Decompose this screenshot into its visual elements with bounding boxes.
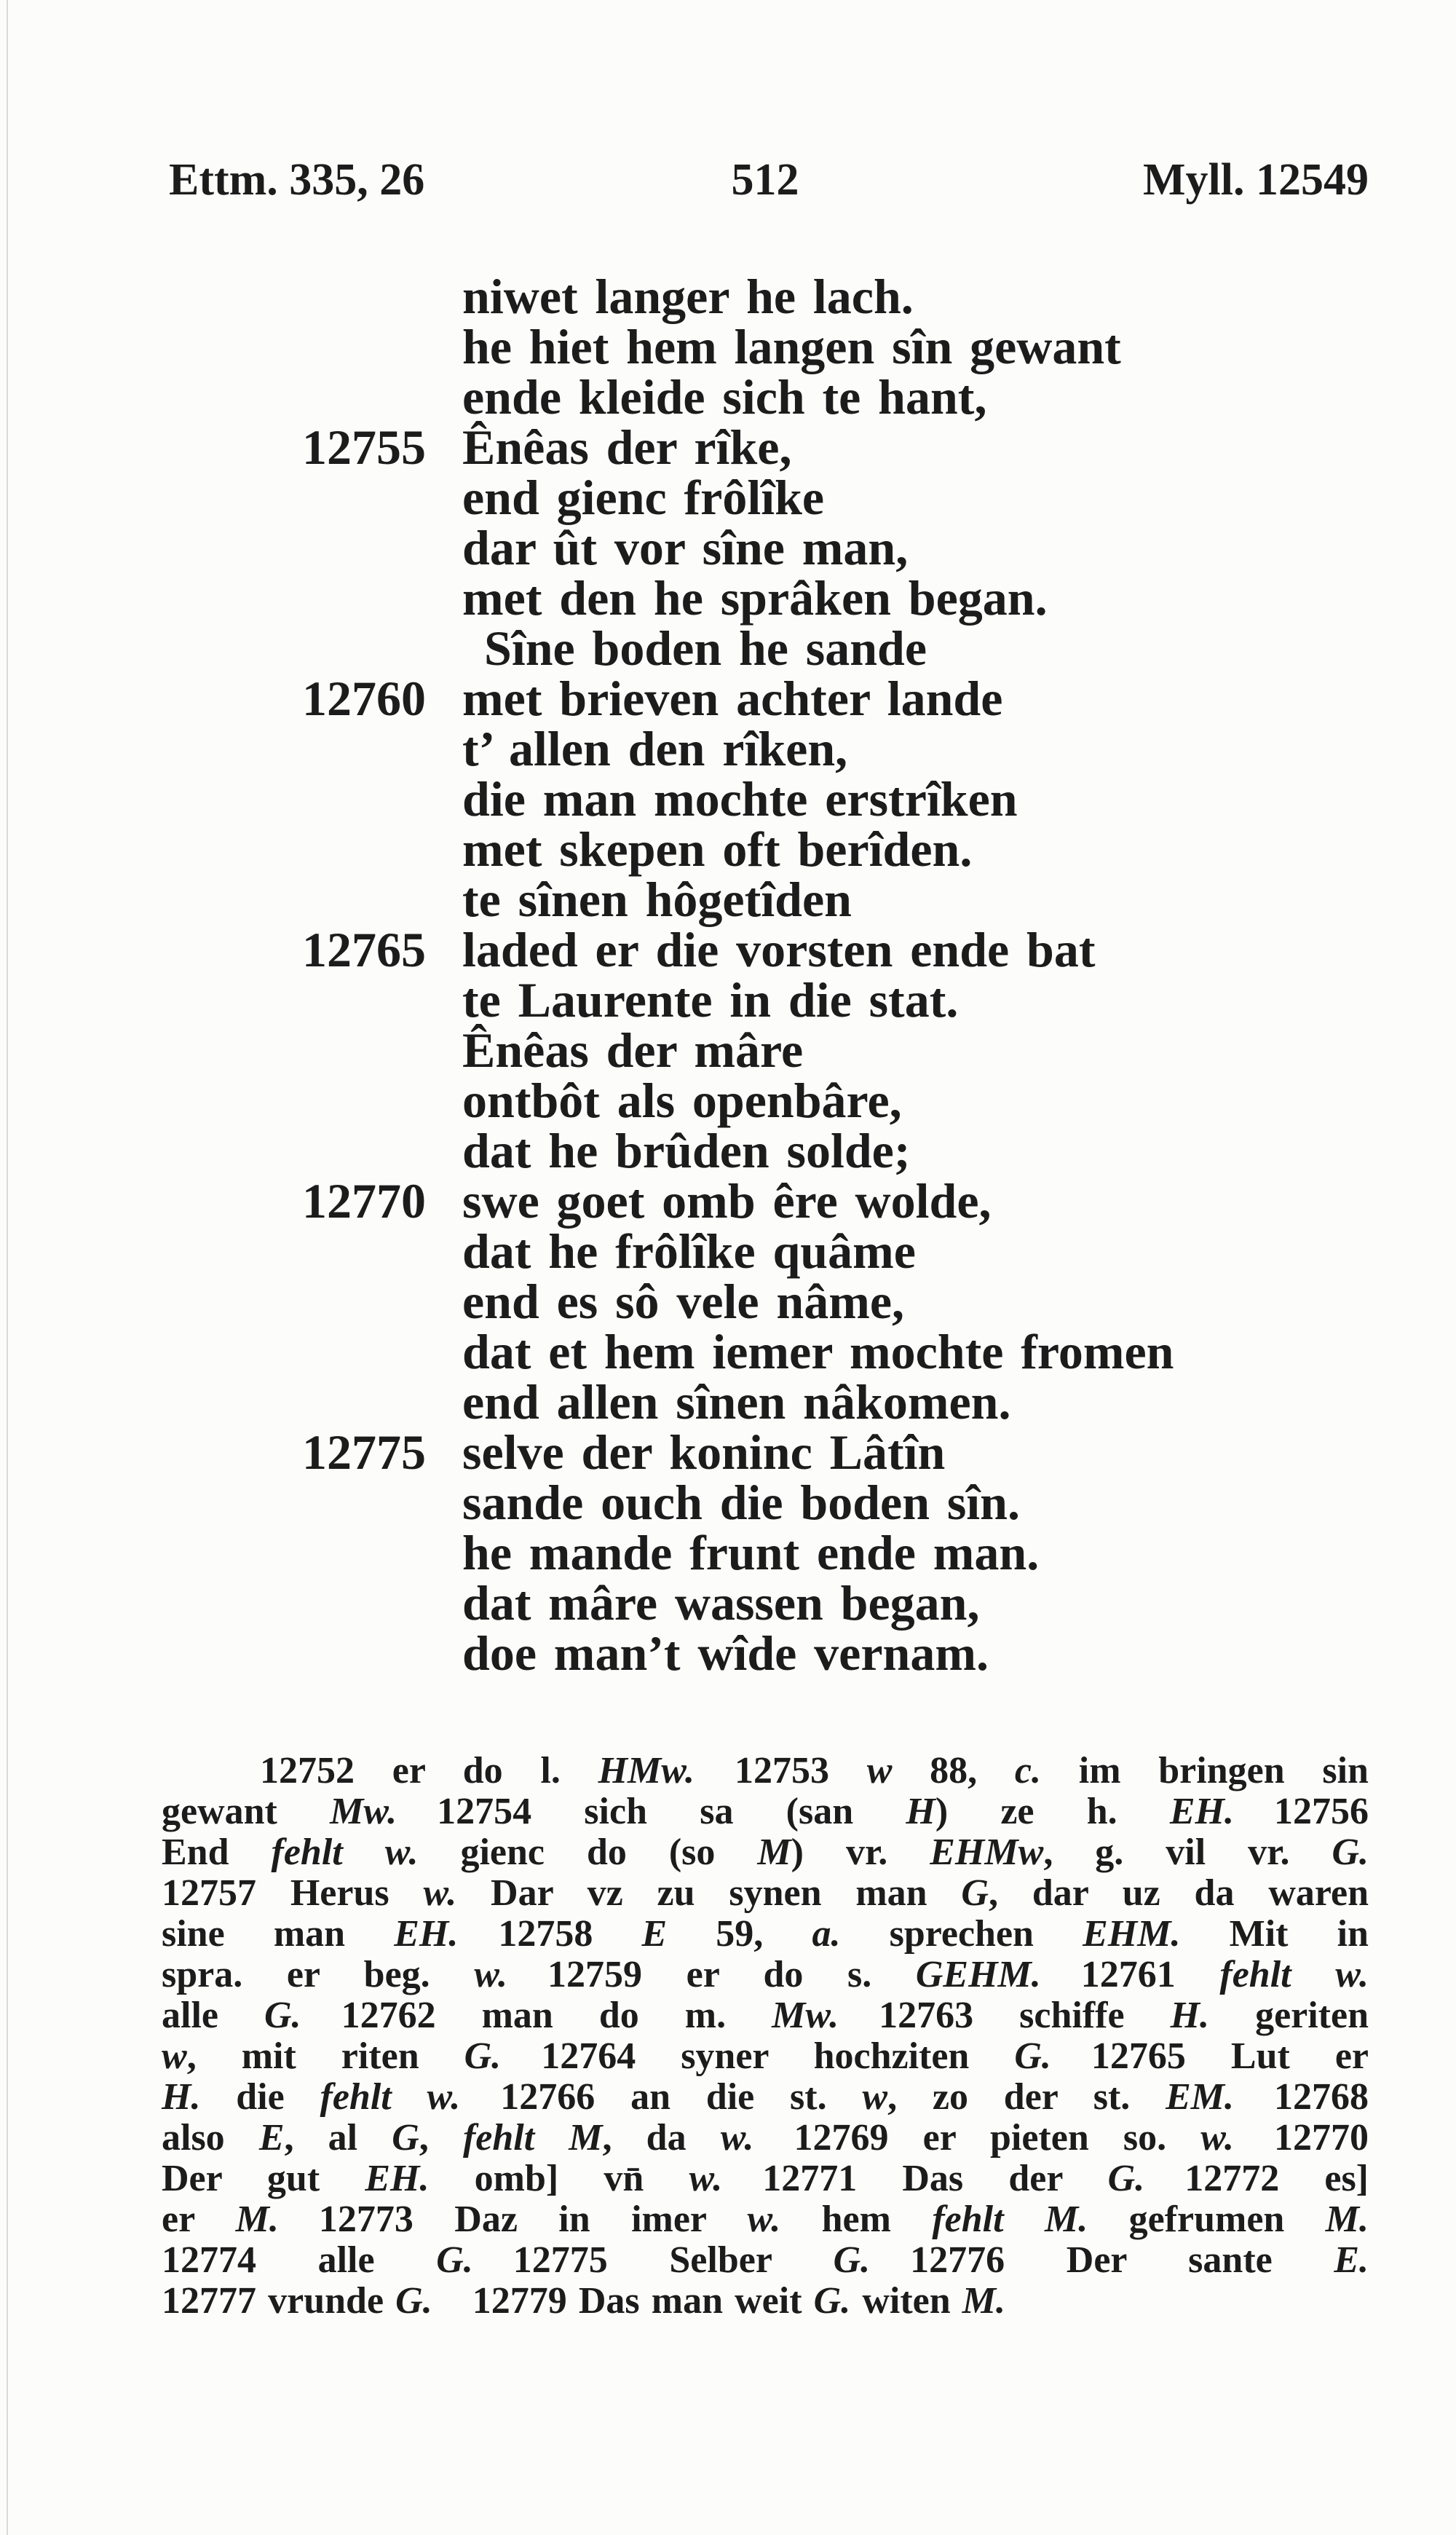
apparatus-text bbox=[392, 2076, 427, 2118]
apparatus-line bbox=[162, 1832, 1369, 1873]
apparatus-text: 12772 es] bbox=[1184, 2158, 1369, 2199]
verse-line-text: Ênêas der mâre bbox=[462, 1022, 804, 1078]
apparatus-text: 88, bbox=[892, 1750, 1015, 1791]
verse-line-text: end gienc frôlîke bbox=[462, 470, 825, 525]
apparatus-text: geriten bbox=[1209, 1995, 1369, 2036]
verse-line-text: end es sô vele nâme, bbox=[462, 1274, 905, 1329]
apparatus-siglum: G. bbox=[1014, 2035, 1051, 2077]
apparatus-text: Mit in bbox=[1180, 1913, 1369, 1955]
apparatus-text: 12754 sich sa (san bbox=[437, 1791, 906, 1832]
apparatus-siglum: M bbox=[569, 2117, 603, 2159]
verse-line-number: 12755 bbox=[302, 419, 426, 475]
verse-line bbox=[302, 671, 1174, 726]
apparatus-siglum: EH. bbox=[394, 1913, 459, 1955]
apparatus-siglum: G. bbox=[1107, 2158, 1145, 2199]
apparatus-siglum: H. bbox=[162, 2076, 201, 2118]
apparatus-line bbox=[162, 2077, 1369, 2118]
verse-line bbox=[462, 1022, 1174, 1078]
verse-line-text: met skepen oft berîden. bbox=[462, 821, 973, 877]
verse-line bbox=[462, 369, 1174, 425]
verse-line bbox=[462, 1475, 1174, 1530]
verse-line-text: Sîne boden he sande bbox=[484, 620, 927, 676]
apparatus-text: 12763 schiffe bbox=[879, 1995, 1171, 2036]
apparatus-text: 12756 bbox=[1274, 1791, 1369, 1832]
apparatus-siglum: M. bbox=[235, 2199, 279, 2240]
page-number: 512 bbox=[731, 155, 799, 205]
verse-line-number: 12760 bbox=[302, 671, 426, 726]
apparatus-text: spra. er beg. bbox=[162, 1954, 475, 1995]
apparatus-text: ) ze h. bbox=[935, 1791, 1170, 1832]
verse-line-text: met den he sprâken began. bbox=[462, 570, 1048, 626]
apparatus-text: , dar uz da waren bbox=[988, 1872, 1369, 1914]
apparatus-line bbox=[162, 2118, 1369, 2159]
apparatus-text bbox=[343, 1832, 385, 1873]
verse-line bbox=[462, 1073, 1174, 1128]
apparatus-text: 12765 Lut er bbox=[1091, 2035, 1369, 2077]
apparatus-siglum: w. bbox=[427, 2076, 461, 2118]
apparatus-siglum: Mw. bbox=[330, 1791, 397, 1832]
apparatus-line bbox=[162, 1995, 1369, 2036]
apparatus-text: 12771 Das der bbox=[762, 2158, 1108, 2199]
verse-line bbox=[462, 520, 1174, 575]
apparatus-text: 12758 bbox=[498, 1913, 642, 1955]
apparatus-siglum: w bbox=[862, 2076, 888, 2118]
apparatus-line bbox=[162, 1914, 1369, 1955]
verse-line bbox=[462, 972, 1174, 1028]
verse-line-text: dar ût vor sîne man, bbox=[462, 520, 909, 575]
scan-edge-line bbox=[7, 0, 8, 2535]
verse-line-text: te Laurente in die stat. bbox=[462, 972, 959, 1028]
apparatus-siglum: w. bbox=[384, 1832, 419, 1873]
apparatus-siglum: G bbox=[392, 2117, 419, 2159]
verse-line bbox=[462, 1525, 1174, 1580]
apparatus-text: gewant bbox=[162, 1791, 331, 1832]
apparatus-siglum: G. bbox=[833, 2239, 871, 2281]
apparatus-text: 12759 er do s. bbox=[547, 1954, 916, 1995]
apparatus-text: , al bbox=[284, 2117, 392, 2159]
verse-line bbox=[302, 1424, 1174, 1480]
verse-line bbox=[302, 1173, 1174, 1229]
apparatus-text: 12770 bbox=[1274, 2117, 1369, 2159]
verse-line-text: Ênêas der rîke, bbox=[462, 419, 792, 475]
apparatus-siglum: EHM. bbox=[1083, 1913, 1181, 1955]
apparatus-siglum: w. bbox=[423, 1872, 457, 1914]
apparatus-siglum: EM. bbox=[1166, 2076, 1235, 2118]
apparatus-siglum: w. bbox=[689, 2158, 723, 2199]
verse-line-text: laded er die vorsten ende bat bbox=[462, 922, 1096, 977]
verse-line bbox=[462, 721, 1174, 776]
apparatus-text: , zo der st. bbox=[887, 2076, 1166, 2118]
apparatus-siglum: H. bbox=[1170, 1995, 1210, 2036]
apparatus-siglum: fehlt bbox=[271, 1832, 343, 1873]
verse-line-text: he mande frunt ende man. bbox=[462, 1525, 1040, 1580]
apparatus-text: 12757 Herus bbox=[162, 1872, 424, 1914]
apparatus-text: , bbox=[419, 2117, 463, 2159]
verse-line-text: swe goet omb êre wolde, bbox=[462, 1173, 992, 1229]
verse-line bbox=[462, 570, 1174, 626]
apparatus-text: 12762 man do m. bbox=[341, 1995, 772, 2036]
verse-line bbox=[462, 771, 1174, 827]
apparatus-text: sprechen bbox=[840, 1913, 1083, 1955]
apparatus-siglum: G. bbox=[436, 2239, 473, 2281]
apparatus-line bbox=[162, 2159, 1369, 2199]
verse-line bbox=[462, 1123, 1174, 1178]
verse-line-text: dat he frôlîke quâme bbox=[462, 1223, 916, 1279]
verse-line-text: niwet langer he lach. bbox=[462, 269, 914, 324]
apparatus-text: , g. vil vr. bbox=[1043, 1832, 1332, 1873]
apparatus-siglum: G. bbox=[813, 2280, 851, 2322]
apparatus-text: 12777 vrunde bbox=[162, 2280, 396, 2322]
verse-line bbox=[462, 821, 1174, 877]
apparatus-siglum: w. bbox=[720, 2117, 754, 2159]
verse-line bbox=[462, 1223, 1174, 1279]
header-citation-right: Myll. 12549 bbox=[1143, 155, 1369, 205]
verse-line bbox=[462, 470, 1174, 525]
apparatus-siglum: M. bbox=[1325, 2199, 1369, 2240]
running-header bbox=[162, 154, 1369, 213]
verse-line-text: doe man’t wîde vernam. bbox=[462, 1625, 989, 1681]
verse-line-text: end allen sînen nâkomen. bbox=[462, 1374, 1011, 1430]
apparatus-text: also bbox=[162, 2117, 259, 2159]
apparatus-siglum: HMw. bbox=[598, 1750, 695, 1791]
apparatus-text: 59, bbox=[667, 1913, 812, 1955]
apparatus-text: omb] vn̄ bbox=[429, 2158, 689, 2199]
apparatus-text: Dar vz zu synen man bbox=[456, 1872, 962, 1914]
apparatus-siglum: fehlt bbox=[932, 2199, 1004, 2240]
apparatus-text bbox=[1291, 1954, 1336, 1995]
verse-line-text: selve der koninc Lâtîn bbox=[462, 1424, 946, 1480]
apparatus-text: witen bbox=[850, 2280, 962, 2322]
apparatus-siglum: E. bbox=[1334, 2239, 1369, 2281]
verse-line bbox=[462, 269, 1174, 324]
verse-line-text: t’ allen den rîken, bbox=[462, 721, 848, 776]
apparatus-siglum: G. bbox=[395, 2280, 432, 2322]
apparatus-text: gefrumen bbox=[1088, 2199, 1326, 2240]
verse-line-text: ende kleide sich te hant, bbox=[462, 369, 987, 425]
apparatus-siglum: E bbox=[641, 1913, 668, 1955]
apparatus-siglum: G. bbox=[1332, 1832, 1369, 1873]
verse-line-text: he hiet hem langen sîn gewant bbox=[462, 319, 1121, 374]
apparatus-line bbox=[162, 1791, 1369, 1832]
verse-line bbox=[302, 922, 1174, 977]
apparatus-siglum: E bbox=[258, 2117, 285, 2159]
verse-line bbox=[462, 1324, 1174, 1379]
verse-line-number: 12775 bbox=[302, 1424, 426, 1480]
apparatus-siglum: Mw. bbox=[772, 1995, 839, 2036]
apparatus-line bbox=[162, 2036, 1369, 2077]
apparatus-text: 12774 alle bbox=[162, 2239, 437, 2281]
apparatus-siglum: EH. bbox=[365, 2158, 430, 2199]
verse-line-text: dat he brûden solde; bbox=[462, 1123, 911, 1178]
verse-line bbox=[462, 1625, 1174, 1681]
apparatus-siglum: H bbox=[906, 1791, 935, 1832]
apparatus-siglum: GEHM. bbox=[915, 1954, 1041, 1995]
apparatus-siglum: w. bbox=[747, 2199, 781, 2240]
apparatus-text: ) vr. bbox=[791, 1832, 930, 1873]
apparatus-line bbox=[162, 1751, 1369, 1791]
apparatus-line bbox=[162, 2240, 1369, 2281]
apparatus-siglum: G. bbox=[464, 2035, 502, 2077]
apparatus-line bbox=[162, 1955, 1369, 1995]
apparatus-text: 12769 er pieten so. bbox=[794, 2117, 1201, 2159]
apparatus-siglum: M. bbox=[962, 2280, 1006, 2322]
apparatus-siglum: fehlt bbox=[462, 2117, 535, 2159]
apparatus-siglum: w. bbox=[474, 1954, 508, 1995]
apparatus-text: 12761 bbox=[1080, 1954, 1220, 1995]
apparatus-siglum: w. bbox=[1335, 1954, 1369, 1995]
verse-line-text: dat mâre wassen began, bbox=[462, 1575, 980, 1631]
verse-line bbox=[462, 620, 1174, 676]
apparatus-line bbox=[162, 1873, 1369, 1914]
apparatus-siglum: fehlt bbox=[1219, 1954, 1291, 1995]
apparatus-text: , mit riten bbox=[186, 2035, 464, 2077]
verse-line bbox=[462, 1374, 1174, 1430]
verse-line bbox=[462, 319, 1174, 374]
verse-line-text: die man mochte erstrîken bbox=[462, 771, 1018, 827]
apparatus-siglum: EH. bbox=[1169, 1791, 1234, 1832]
apparatus-text: hem bbox=[780, 2199, 933, 2240]
verse-line bbox=[462, 872, 1174, 927]
apparatus-siglum: M bbox=[757, 1832, 791, 1873]
verse-line bbox=[462, 1274, 1174, 1329]
apparatus-siglum: EHMw bbox=[930, 1832, 1044, 1873]
verse-line-number: 12770 bbox=[302, 1173, 426, 1229]
apparatus-line bbox=[162, 2281, 1369, 2322]
apparatus-text: im bringen sin bbox=[1041, 1750, 1369, 1791]
apparatus-text: 12768 bbox=[1274, 2076, 1369, 2118]
verse-line bbox=[302, 419, 1174, 475]
apparatus-text: 12764 syner hochziten bbox=[541, 2035, 1015, 2077]
apparatus-text: , da bbox=[602, 2117, 721, 2159]
apparatus-text: alle bbox=[162, 1995, 264, 2036]
verse-line-number: 12765 bbox=[302, 922, 426, 977]
apparatus-text bbox=[1004, 2199, 1045, 2240]
apparatus-text: gienc do (so bbox=[418, 1832, 758, 1873]
verse-line-text: ontbôt als openbâre, bbox=[462, 1073, 902, 1128]
apparatus-siglum: c. bbox=[1014, 1750, 1042, 1791]
verse-line bbox=[462, 1575, 1174, 1631]
critical-apparatus bbox=[162, 1751, 1369, 2322]
apparatus-text: 12779 Das man weit bbox=[472, 2280, 814, 2322]
apparatus-text: End bbox=[162, 1832, 272, 1873]
apparatus-text: 12752 er do l. bbox=[260, 1750, 598, 1791]
apparatus-siglum: fehlt bbox=[320, 2076, 392, 2118]
apparatus-text bbox=[534, 2117, 569, 2159]
apparatus-siglum: M. bbox=[1044, 2199, 1088, 2240]
header-citation-left: Ettm. 335, 26 bbox=[169, 155, 425, 205]
apparatus-text: 12776 Der sante bbox=[910, 2239, 1334, 2281]
apparatus-siglum: w bbox=[866, 1750, 893, 1791]
apparatus-siglum: G bbox=[961, 1872, 989, 1914]
apparatus-text: er bbox=[162, 2199, 236, 2240]
verse-line-text: dat et hem iemer mochte fromen bbox=[462, 1324, 1174, 1379]
verse-block bbox=[302, 269, 1174, 1681]
verse-line-text: te sînen hôgetîden bbox=[462, 872, 852, 927]
apparatus-text: 12773 Daz in imer bbox=[318, 2199, 748, 2240]
apparatus-siglum: a. bbox=[812, 1913, 841, 1955]
apparatus-text: die bbox=[200, 2076, 320, 2118]
apparatus-siglum: G. bbox=[264, 1995, 301, 2036]
verse-line-text: sande ouch die boden sîn. bbox=[462, 1475, 1021, 1530]
apparatus-line bbox=[162, 2199, 1369, 2240]
apparatus-text: 12753 bbox=[735, 1750, 867, 1791]
apparatus-text: 12766 an die st. bbox=[500, 2076, 863, 2118]
apparatus-siglum: w bbox=[162, 2035, 187, 2077]
apparatus-text: Der gut bbox=[162, 2158, 365, 2199]
apparatus-text: sine man bbox=[162, 1913, 395, 1955]
apparatus-siglum: w. bbox=[1200, 2117, 1235, 2159]
verse-line-text: met brieven achter lande bbox=[462, 671, 1003, 726]
apparatus-text: 12775 Selber bbox=[513, 2239, 834, 2281]
